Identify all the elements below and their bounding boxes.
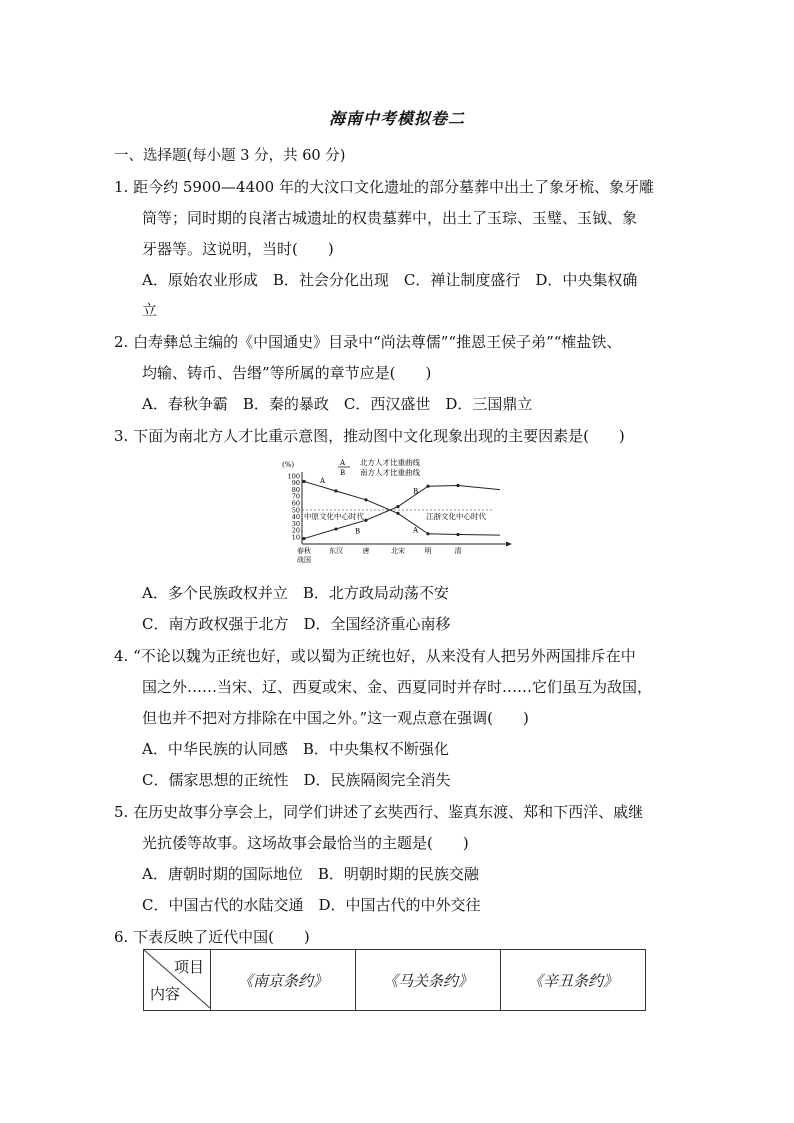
q4-options-1: A．中华民族的认同感 B．中央集权不断强化 — [142, 740, 449, 758]
q2-line-1: 2. 白寿彝总主编的《中国通史》目录中“尚法尊儒”“推恩王侯子弟”“榷盐铁、 — [114, 333, 622, 351]
header-item-label: 项目 — [173, 958, 204, 976]
data-point — [396, 505, 399, 508]
legend-key-b: B — [340, 469, 346, 477]
table-row — [144, 950, 646, 1011]
data-point — [334, 489, 337, 492]
table-col-maguan: 《马关条约》 — [356, 950, 501, 1011]
table-col-nanjing: 《南京条约》 — [211, 950, 356, 1011]
table-corner-header — [144, 950, 211, 1011]
q3-options-2: C．南方政权强于北方 D．全国经济重心南移 — [142, 615, 451, 633]
treaty-table — [143, 949, 646, 1011]
x-tick-label: 北宋 — [391, 547, 405, 555]
series-key-B: B — [413, 487, 419, 496]
table-col-xinchou: 《辛丑条约》 — [501, 950, 646, 1011]
q1-line-2: 筒等；同时期的良渚古城遗址的权贵墓葬中，出土了玉琮、玉璧、玉钺、象 — [142, 209, 638, 227]
q5-options-2: C．中国古代的水陆交通 D．中国古代的中外交往 — [142, 896, 481, 914]
y-axis-unit: (%) — [282, 461, 295, 469]
data-point — [364, 519, 367, 522]
data-point — [302, 480, 305, 483]
page-title: 海南中考模拟卷二 — [328, 109, 465, 128]
series-key-A: A — [413, 526, 419, 535]
q5-line-2: 光抗倭等故事。这场故事会最恰当的主题是( ) — [142, 834, 469, 852]
y-tick-label: 40 — [291, 513, 300, 522]
y-tick-label: 70 — [291, 492, 300, 501]
y-tick-label: 60 — [291, 499, 300, 508]
section-heading: 一、选择题(每小题 3 分，共 60 分) — [114, 148, 346, 164]
q2-options: A．春秋争霸 B．秦的暴政 C．西汉盛世 D．三国鼎立 — [142, 395, 533, 413]
q1-line-3: 牙器等。这说明，当时( ) — [142, 240, 334, 258]
y-tick-label: 90 — [291, 479, 300, 488]
q3-line-1: 3. 下面为南北方人才比重示意图，推动图中文化现象出现的主要因素是( ) — [114, 427, 625, 445]
annotation-left: 中原文化中心时代 — [304, 512, 364, 521]
chart-x-labels — [297, 546, 462, 564]
data-point — [426, 485, 429, 488]
data-point — [334, 527, 337, 530]
x-tick-label: 明 — [424, 547, 432, 555]
talent-ratio-chart — [280, 456, 520, 568]
q3-options-1: A．多个民族政权并立 B．北方政局动荡不安 — [142, 584, 449, 602]
q4-options-2: C．儒家思想的正统性 D．民族隔阂完全消失 — [142, 771, 451, 789]
y-tick-label: 80 — [291, 485, 300, 494]
x-tick-label: 春秋 — [297, 547, 311, 555]
x-tick-label: 东汉 — [329, 547, 343, 555]
q5-options-1: A．唐朝时期的国际地位 B．明朝时期的民族交融 — [142, 865, 479, 883]
q5-line-1: 5. 在历史故事分享会上，同学们讲述了玄奘西行、鉴真东渡、郑和下西洋、戚继 — [114, 803, 644, 821]
series-key-B: B — [355, 527, 361, 536]
q4-line-1: 4. “不论以魏为正统也好，或以蜀为正统也好，从来没有人把另外两国排斥在中 — [114, 647, 636, 665]
y-tick-label: 100 — [287, 472, 300, 481]
data-point — [364, 498, 367, 501]
chart-legend — [338, 457, 420, 477]
y-tick-label: 50 — [291, 506, 300, 515]
x-tick-label: 清 — [454, 547, 462, 555]
x-axis-arrow — [506, 542, 512, 547]
y-tick-label: 10 — [291, 533, 300, 542]
q1-options: A．原始农业形成 B．社会分化出现 C．禅让制度盛行 D．中央集权确 — [142, 271, 638, 289]
header-content-label: 内容 — [150, 985, 181, 1003]
q4-line-2: 国之外……当宋、辽、西夏或宋、金、西夏同时并存时……它们虽互为敌国， — [142, 678, 653, 696]
legend-label-b: 南方人才比重曲线 — [360, 468, 420, 477]
annotation-right: 江浙文化中心时代 — [426, 512, 486, 521]
q1-line-1: 1. 距今约 5900—4400 年的大汶口文化遗址的部分墓葬中出土了象牙梳、象牙雕 — [114, 178, 654, 196]
legend-key-a: A — [340, 459, 346, 467]
data-point — [456, 484, 459, 487]
q2-line-2: 均输、铸币、告缗”等所属的章节应是( ) — [142, 364, 432, 382]
chart-series — [302, 477, 500, 540]
data-point — [302, 537, 305, 540]
y-tick-label: 30 — [291, 519, 300, 528]
q6-line-1: 6. 下表反映了近代中国( ) — [114, 928, 310, 946]
data-point — [396, 512, 399, 515]
x-tick-label: 战国 — [297, 556, 311, 564]
q1-options-cont: 立 — [142, 301, 158, 319]
series-line-A — [304, 481, 500, 535]
q4-line-3: 但也并不把对方排除在中国之外。”这一观点意在强调( ) — [142, 709, 529, 727]
data-point — [426, 532, 429, 535]
data-point — [456, 533, 459, 536]
series-key-A: A — [320, 477, 326, 486]
x-tick-label: 唐 — [362, 547, 370, 555]
y-tick-label: 20 — [291, 526, 300, 535]
legend-label-a: 北方人才比重曲线 — [360, 458, 420, 467]
chart-y-ticks — [288, 472, 300, 541]
